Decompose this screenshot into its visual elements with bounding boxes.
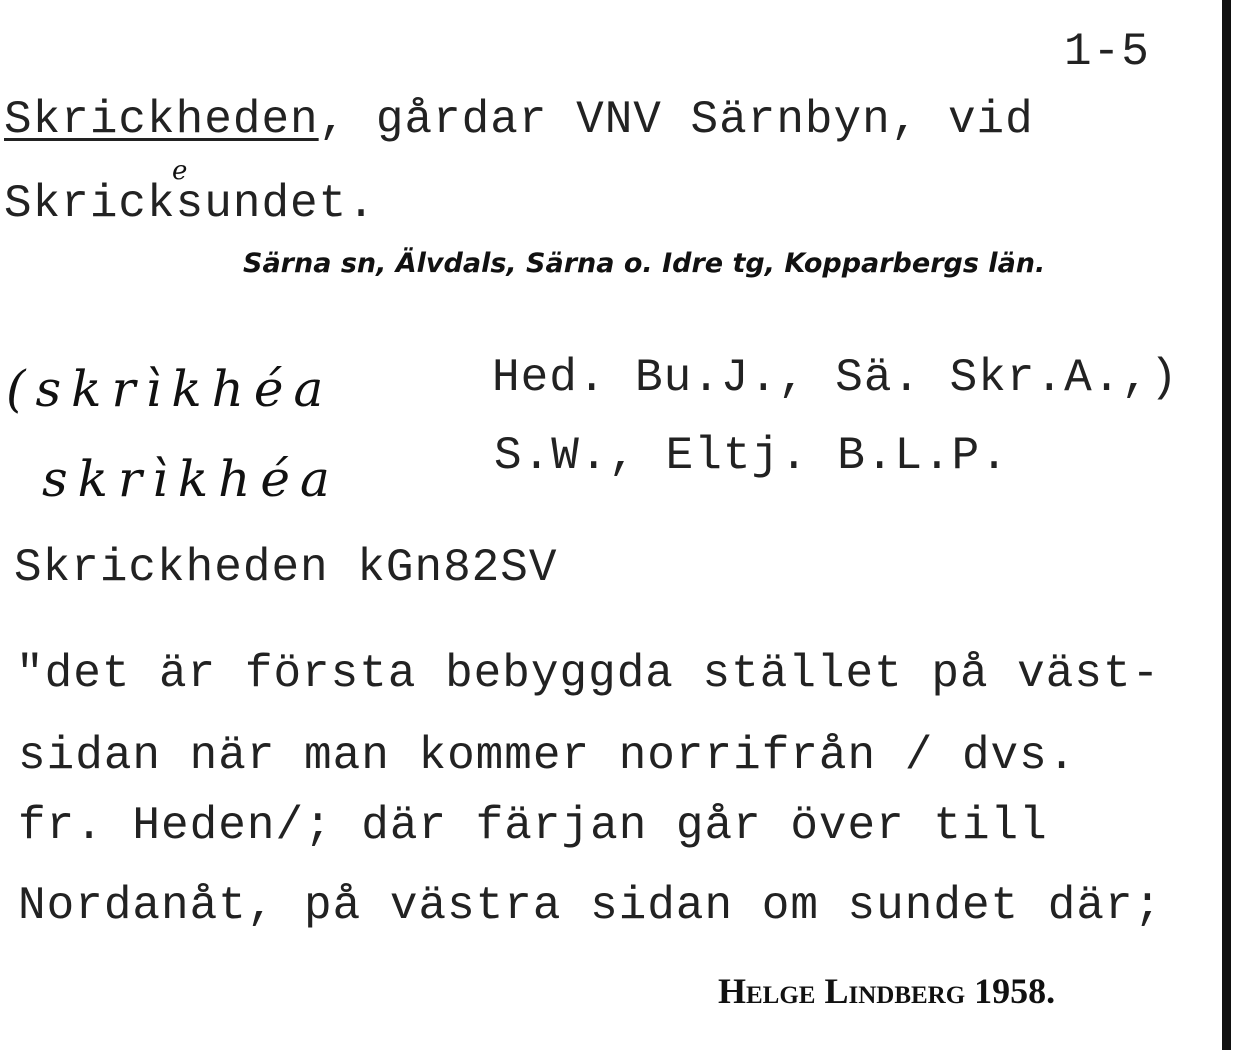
- entry-line-1: [4, 94, 1034, 146]
- pronunciation-1-sources: Hed. Bu.J., Sä. Skr.A.,): [492, 352, 1179, 404]
- parish-line: Särna sn, Älvdals, Särna o. Idre tg, Kopparbergs län.: [243, 248, 1046, 279]
- headword: Skrickheden: [4, 94, 319, 146]
- quote-line-2: sidan när man kommer norrifrån / dvs.: [18, 730, 1077, 782]
- entry-line-2: Skricksundet.: [4, 178, 376, 230]
- card-number: 1-5: [1064, 26, 1150, 78]
- pronunciation-2-sources: S.W., Eltj. B.L.P.: [494, 430, 1009, 482]
- headword-description: , gårdar VNV Särnbyn, vid: [318, 94, 1034, 146]
- quote-line-1: "det är första bebyggda stället på väst-: [16, 648, 1161, 700]
- author-signature: Helge Lindberg 1958.: [718, 971, 1056, 1011]
- card-edge: [1222, 0, 1231, 1050]
- pronunciation-2-handwritten: skrìkhéa: [42, 450, 340, 508]
- quote-line-4: Nordanåt, på västra sidan om sundet där;: [18, 880, 1163, 932]
- quote-line-3: fr. Heden/; där färjan går över till: [18, 800, 1048, 852]
- handwritten-insert: e: [172, 156, 188, 186]
- pronunciation-1-handwritten: (skrìkhéa: [6, 360, 334, 418]
- map-reference: Skrickheden kGn82SV: [14, 542, 558, 594]
